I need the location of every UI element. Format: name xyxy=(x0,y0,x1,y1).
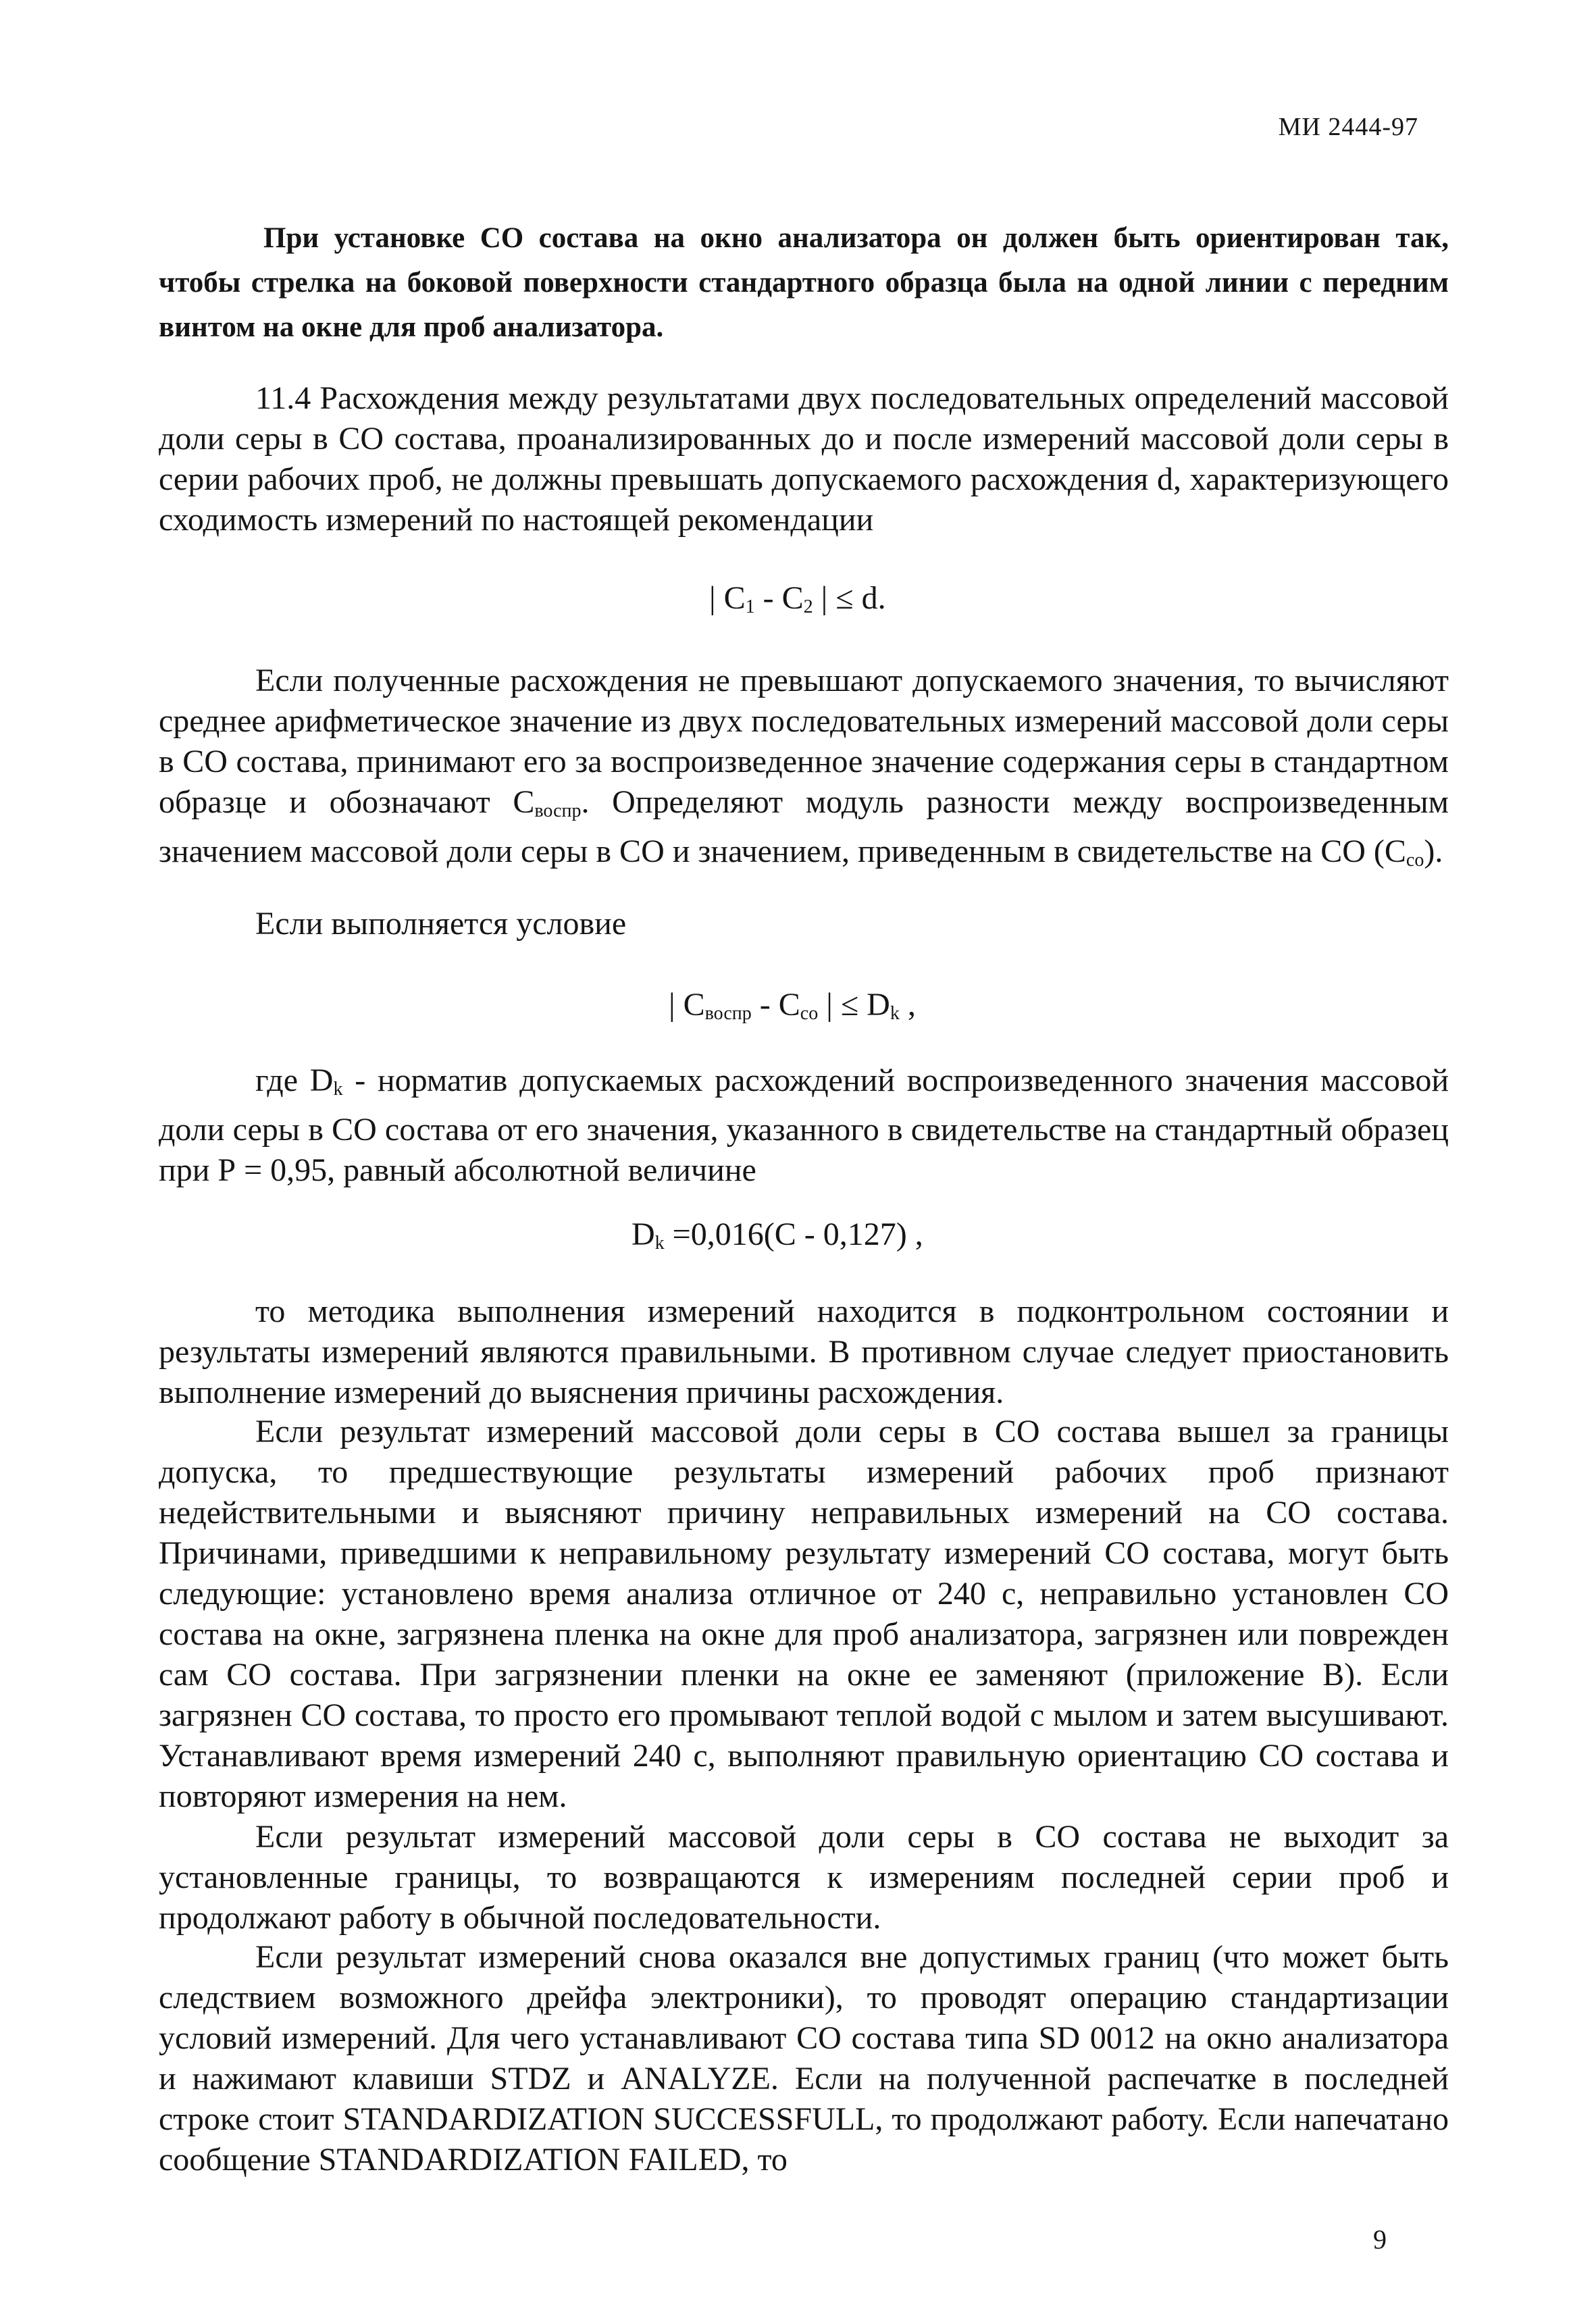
document-code: МИ 2444-97 xyxy=(1278,113,1418,141)
formula-text: - C xyxy=(754,580,804,616)
symbol: С xyxy=(513,784,535,820)
paragraph-text: где D xyxy=(255,1062,334,1098)
paragraph-out-of-tolerance: Если результат измерений массовой доли серы в СО состава вышел за границы допуска, то предшествующие результаты измерений рабочих проб признают недействительными и выясняют причину неправильных измерений на СО состава. Причинами, приведшими к неправильному результату измерений СО состава, могут быть следующие: установлено время анализа отличное от 240 с, неправильно установлен СО состава на окне, загрязнена пленка на окне для проб анализатора, загрязнен или поврежден сам СО состава. При загрязнении пленки на окне ее заменяют (приложение В). Если загрязнен СО состава, то просто его промывают теплой водой с мылом и затем высушивают. Устанавливают время измерений 240 с, выполняют правильную ориентацию СО состава и повторяют измерения на нем. xyxy=(159,1414,1449,1814)
paragraph-dk-definition xyxy=(159,1060,1449,1191)
formula-subscript: k xyxy=(890,1003,900,1024)
formula-text: | C xyxy=(669,987,705,1023)
paragraph-text: ). xyxy=(1424,833,1443,869)
paragraph-average xyxy=(159,661,1449,881)
formula-text: D xyxy=(632,1216,655,1252)
symbol: С xyxy=(1384,833,1406,869)
formula-subscript: 2 xyxy=(803,596,813,617)
formula-text: | ≤ D xyxy=(818,987,890,1023)
symbol-subscript: k xyxy=(333,1079,343,1100)
paragraph-standardization: Если результат измерений снова оказался вне допустимых границ (что может быть следствием возможного дрейфа электроники), то проводят операцию стандартизации условий измерений. Для чего устанавливают СО состава типа SD 0012 на окно анализатора и нажимают клавиши STDZ и ANALYZE. Если на полученной распечатке в последней строке стоит STANDARDIZATION SUCCESSFULL, то продолжают работу. Если напечатано сообщение STANDARDIZATION FAILED, то xyxy=(159,1939,1449,2178)
paragraph-text: . Определяют модуль разности между воспроизведенным значением массовой доли серы в СО и значением, приведенным в свидетельстве на СО ( xyxy=(159,784,1449,869)
formula-subscript: 1 xyxy=(745,596,755,617)
formula-subscript: k xyxy=(654,1233,665,1254)
formula-convergence xyxy=(709,580,886,618)
paragraph-text: Если полученные расхождения не превышают допускаемого значения, то вычисляют среднее арифметическое значение из двух последовательных измерений массовой доли серы в СО состава, принимают его за воспроизведенное значение содержания серы в стандартном образце и обозначают xyxy=(159,663,1449,820)
formula-condition xyxy=(669,986,916,1025)
formula-subscript: со xyxy=(800,1003,819,1024)
formula-text: | ≤ d. xyxy=(813,580,886,616)
formula-text: , xyxy=(899,987,916,1023)
formula-text: - C xyxy=(751,987,800,1023)
symbol-subscript: со xyxy=(1406,850,1424,871)
symbol-subscript: воспр xyxy=(534,800,582,821)
page-number: 9 xyxy=(1373,2224,1387,2255)
paragraph-within-limits: Если результат измерений массовой доли серы в СО состава не выходит за установленные границы, то возвращаются к измерениям последней серии проб и продолжают работу в обычной последовательности. xyxy=(159,1819,1449,1936)
paragraph-condition: Если выполняется условие xyxy=(255,906,627,942)
formula-dk xyxy=(632,1216,923,1254)
paragraph-text: - норматив допускаемых расхождений воспроизведенного значения массовой доли серы в СО состава от его значения, указанного в свидетельстве на стандартный образец при Р = 0,95, равный абсолютной величине xyxy=(159,1062,1449,1188)
formula-text: =0,016(С - 0,127) , xyxy=(664,1216,923,1252)
paragraph-11-4: 11.4 Расхождения между результатами двух последовательных определений массовой доли серы в СО состава, проанализированных до и после измерений массовой доли серы в серии рабочих проб, не должны превышать допускаемого расхождения d, характеризующего сходимость измерений по настоящей рекомендации xyxy=(159,380,1449,538)
paragraph-control-state: то методика выполнения измерений находится в подконтрольном состоянии и результаты измерений являются правильными. В противном случае следует приостановить выполнение измерений до выяснения причины расхождения. xyxy=(159,1293,1449,1410)
paragraph-orientation: При установке СО состава на окно анализатора он должен быть ориентирован так, чтобы стрелка на боковой поверхности стандартного образца была на одной линии с передним винтом на окне для проб анализатора. xyxy=(159,222,1449,343)
formula-text: | C xyxy=(709,580,746,616)
formula-subscript: воспр xyxy=(704,1003,752,1024)
